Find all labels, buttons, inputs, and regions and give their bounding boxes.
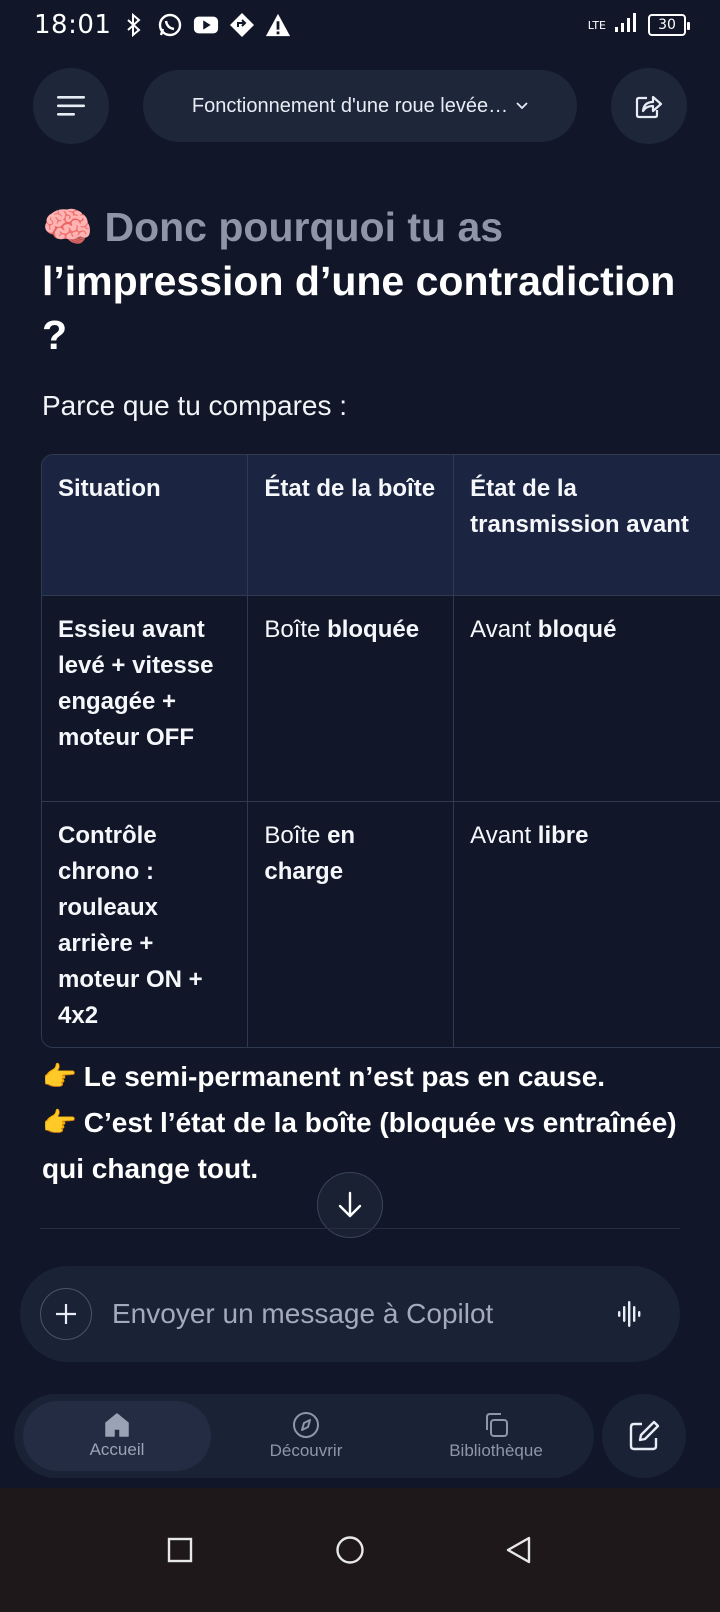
nav-label-library: Bibliothèque bbox=[449, 1441, 543, 1460]
nav-item-home[interactable] bbox=[23, 1401, 211, 1471]
home-system-button[interactable] bbox=[320, 1520, 380, 1580]
square-icon bbox=[167, 1537, 193, 1563]
system-navigation-bar bbox=[0, 1488, 720, 1612]
table-header-box: État de la boîte bbox=[248, 455, 454, 595]
bullet-point: 👉 C’est l’état de la boîte (bloquée vs entraînée) qui change tout. bbox=[42, 1100, 682, 1192]
message-heading bbox=[42, 200, 682, 362]
status-time: 18:01 bbox=[34, 10, 112, 40]
message-composer bbox=[20, 1266, 680, 1362]
circle-icon bbox=[335, 1535, 365, 1565]
table-cell-situation: Essieu avant levé + vitesse engagée + moteur OFF bbox=[42, 595, 248, 801]
library-icon bbox=[482, 1411, 510, 1439]
bluetooth-icon bbox=[121, 12, 147, 38]
maps-icon bbox=[229, 12, 255, 38]
comparison-table[interactable] bbox=[41, 454, 720, 1048]
table-cell-situation: Contrôle chrono : rouleaux arrière + moteur ON + 4x2 bbox=[42, 801, 248, 1048]
table-cell-transmission: Avant libre bbox=[454, 801, 720, 1048]
new-chat-button[interactable] bbox=[602, 1394, 686, 1478]
bullet-point: 👉 Le semi-permanent n’est pas en cause. bbox=[42, 1054, 682, 1100]
table-cell-transmission: Avant bloqué bbox=[454, 595, 720, 801]
chat-content bbox=[0, 190, 720, 1250]
chevron-down-icon bbox=[516, 102, 528, 110]
compose-icon bbox=[627, 1419, 661, 1453]
table-cell-box: Boîte bloquée bbox=[248, 595, 454, 801]
recent-apps-button[interactable] bbox=[150, 1520, 210, 1580]
nav-label-discover: Découvrir bbox=[269, 1441, 343, 1460]
whatsapp-icon bbox=[157, 12, 183, 38]
nav-label-home: Accueil bbox=[89, 1440, 145, 1459]
plus-icon bbox=[55, 1303, 77, 1325]
table-header-transmission: État de la transmission avant bbox=[454, 455, 720, 595]
voice-button[interactable] bbox=[604, 1288, 656, 1340]
compass-icon bbox=[292, 1411, 320, 1439]
lead-text: Parce que tu compares : bbox=[42, 390, 348, 421]
conversation-title: Fonctionnement d'une roue levée… bbox=[191, 94, 509, 117]
network-type: LTE bbox=[587, 18, 606, 32]
conversation-title-dropdown[interactable] bbox=[143, 70, 577, 142]
signal-icon bbox=[614, 11, 640, 39]
table-header-situation: Situation bbox=[42, 455, 248, 595]
message-input[interactable] bbox=[112, 1298, 604, 1330]
table-row bbox=[42, 801, 720, 1048]
back-triangle-icon bbox=[504, 1535, 532, 1565]
table-row bbox=[42, 595, 720, 801]
status-bar bbox=[0, 0, 720, 50]
battery-icon: 30 bbox=[648, 14, 686, 36]
hamburger-icon bbox=[57, 95, 85, 117]
brain-emoji: 🧠 bbox=[42, 204, 94, 250]
nav-item-discover[interactable] bbox=[211, 1401, 401, 1471]
top-bar bbox=[0, 68, 720, 144]
table-cell-box: Boîte en charge bbox=[248, 801, 454, 1048]
heading-faded-text: Donc pourquoi tu as bbox=[104, 204, 504, 250]
share-icon bbox=[635, 93, 663, 119]
arrow-down-icon bbox=[337, 1191, 363, 1219]
share-button[interactable] bbox=[611, 68, 687, 144]
youtube-icon bbox=[193, 12, 219, 38]
home-icon bbox=[103, 1412, 131, 1438]
warning-icon bbox=[265, 12, 291, 38]
bottom-navigation bbox=[14, 1394, 594, 1478]
pointing-hand-emoji: 👉 bbox=[42, 1061, 77, 1092]
menu-button[interactable] bbox=[33, 68, 109, 144]
nav-item-library[interactable] bbox=[401, 1401, 591, 1471]
voice-waveform-icon bbox=[617, 1300, 643, 1328]
divider bbox=[40, 1228, 680, 1229]
heading-text: l’impression d’une contradiction ? bbox=[42, 258, 676, 358]
add-attachment-button[interactable] bbox=[40, 1288, 92, 1340]
back-button[interactable] bbox=[488, 1520, 548, 1580]
pointing-hand-emoji: 👉 bbox=[42, 1107, 77, 1138]
